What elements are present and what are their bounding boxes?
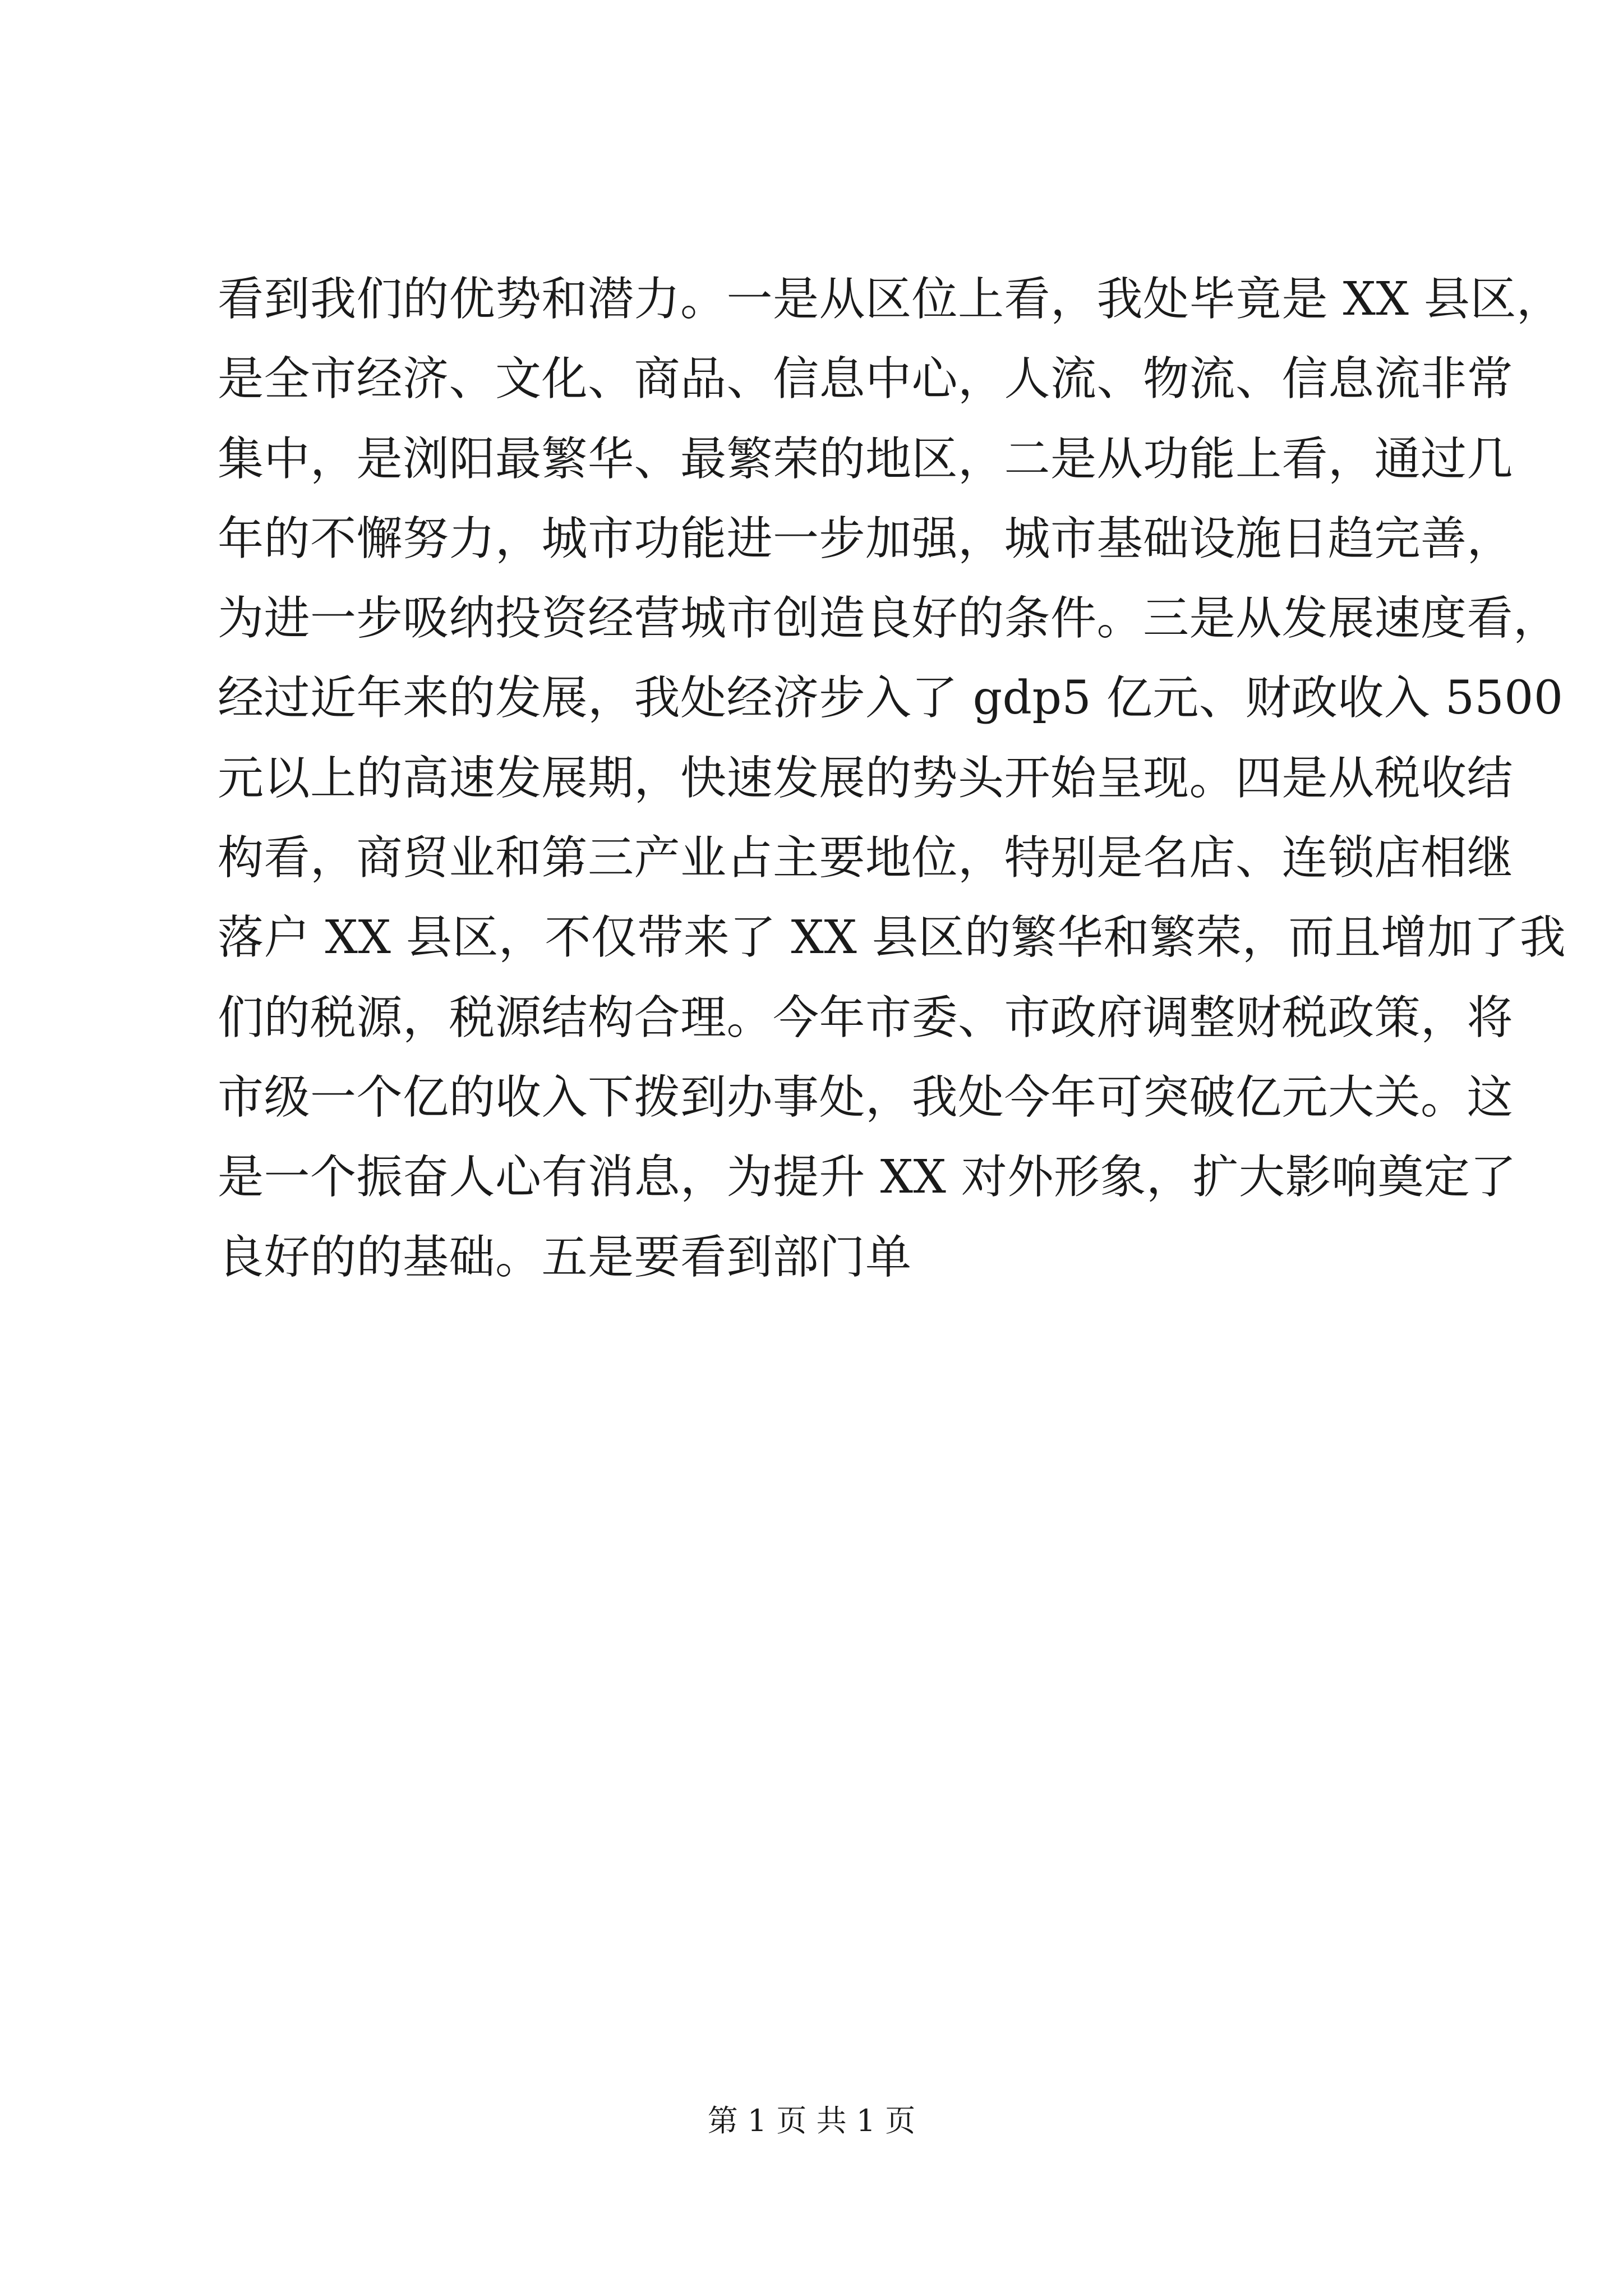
text-line: 市级一个亿的收入下拨到办事处，我处今年可突破亿元大关。这 [218,1070,1514,1124]
text-line: 集中，是浏阳最繁华、最繁荣的地区，二是从功能上看，通过几 [218,432,1514,486]
text-line: 看到我们的优势和潜力。一是从区位上看，我处毕竟是 XX 县区， [218,273,1563,326]
text-line: 构看，商贸业和第三产业占主要地位，特别是名店、连锁店相继 [218,831,1514,885]
page-footer [0,2101,1623,2141]
text-line: 为进一步吸纳投资经营城市创造良好的条件。三是从发展速度看， [218,592,1560,646]
text-line: 年的不懈努力，城市功能进一步加强，城市基础设施日趋完善， [218,512,1514,565]
text-line: 元以上的高速发展期，快速发展的势头开始呈现。四是从税收结 [218,751,1514,805]
text-line: 是全市经济、文化、商品、信息中心，人流、物流、信息流非常 [218,352,1514,406]
page-number: 第 1 页 共 1 页 [707,2103,916,2138]
text-line: 良好的的基础。五是要看到部门单 [218,1230,912,1284]
text-line: 们的税源，税源结构合理。今年市委、市政府调整财税政策，将 [218,991,1514,1045]
text-line: 经过近年来的发展，我处经济步入了 gdp5 亿元、财政收入 5500 [218,671,1564,725]
text-line: 是一个振奋人心有消息，为提升 XX 对外形象，扩大影响奠定了 [218,1151,1516,1204]
body-paragraph [218,260,1566,1297]
text-line: 落户 XX 县区，不仅带来了 XX 县区的繁华和繁荣，而且增加了我 [218,911,1566,965]
